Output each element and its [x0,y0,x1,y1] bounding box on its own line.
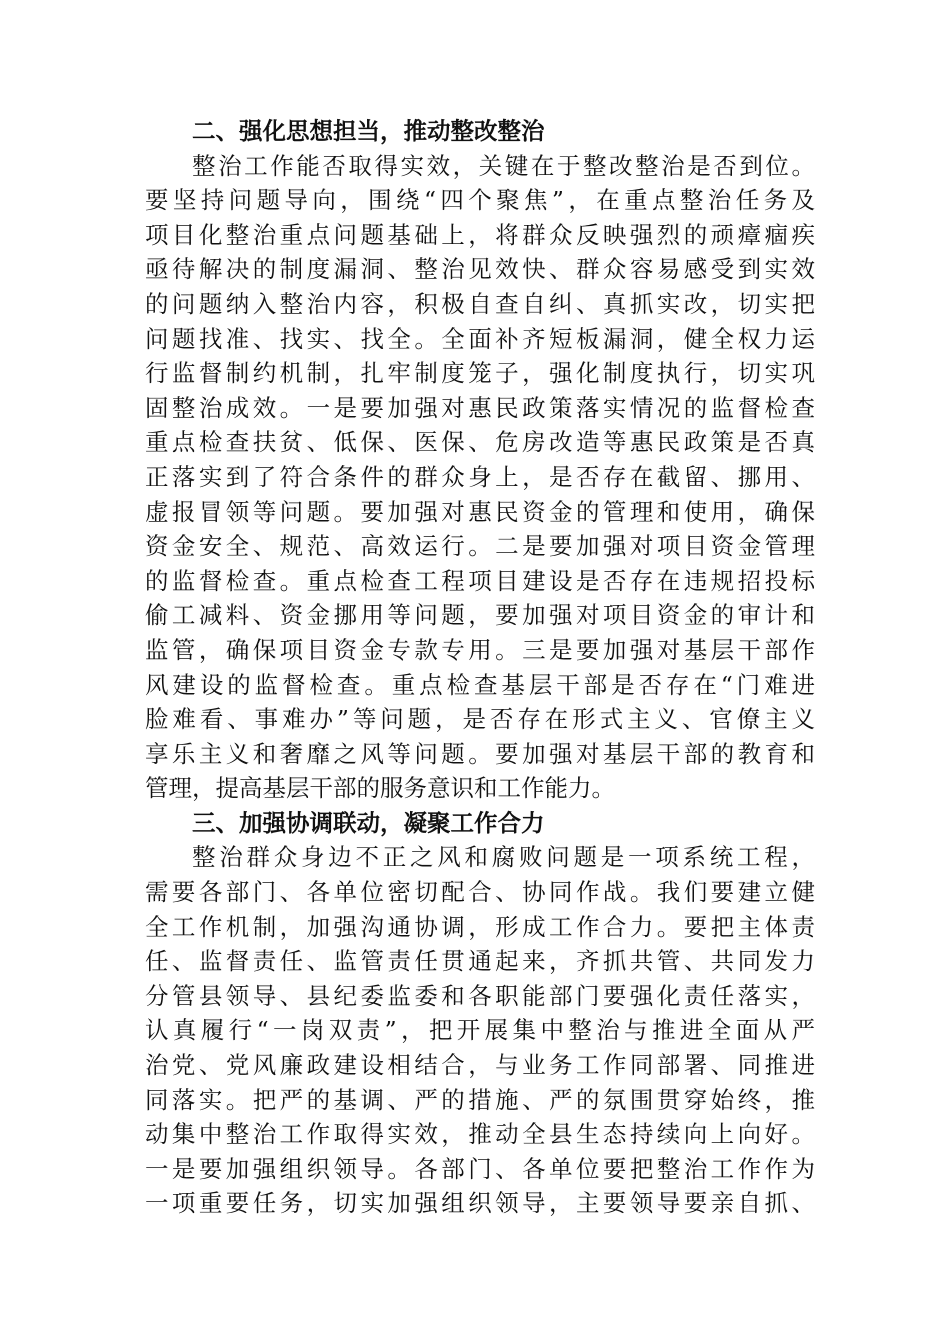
section-body-2 [145,149,815,806]
paragraph-line: 分管县领导、县纪委监委和各职能部门要强化责任落实， [145,981,815,1010]
paragraph-line: 要坚持问题导向，围绕“四个聚焦”，在重点整治任务及 [145,186,815,215]
paragraph-line: 重点检查扶贫、低保、医保、危房改造等惠民政策是否真 [145,428,815,457]
paragraph-line: 项目化整治重点问题基础上，将群众反映强烈的顽瘴痼疾 [145,220,815,249]
paragraph-line: 的问题纳入整治内容，积极自查自纠、真抓实改，切实把 [145,289,815,318]
paragraph-line: 资金安全、规范、高效运行。二是要加强对项目资金管理 [145,532,815,561]
document-page [145,114,815,1221]
paragraph-line: 行监督制约机制，扎牢制度笼子，强化制度执行，切实巩 [145,359,815,388]
section-body-3 [145,840,815,1221]
paragraph-line: 的监督检查。重点检查工程项目建设是否存在违规招投标 [145,566,815,595]
paragraph-line: 偷工减料、资金挪用等问题，要加强对项目资金的审计和 [145,601,815,630]
paragraph-line: 治党、党风廉政建设相结合，与业务工作同部署、同推进 [145,1051,815,1080]
paragraph-line: 管理，提高基层干部的服务意识和工作能力。 [145,774,615,803]
paragraph-line: 亟待解决的制度漏洞、整治见效快、群众容易感受到实效 [145,255,815,284]
paragraph-line: 认真履行“一岗双责”，把开展集中整治与推进全面从严 [145,1016,815,1045]
paragraph-line: 虚报冒领等问题。要加强对惠民资金的管理和使用，确保 [145,497,815,526]
paragraph-line: 同落实。把严的基调、严的措施、严的氛围贯穿始终，推 [145,1085,815,1114]
paragraph-line: 脸难看、事难办”等问题，是否存在形式主义、官僚主义 [145,705,815,734]
paragraph-line: 问题找准、找实、找全。全面补齐短板漏洞，健全权力运 [145,324,815,353]
paragraph-line: 整治工作能否取得实效，关键在于整改整治是否到位。 [192,151,815,180]
paragraph-line: 一项重要任务，切实加强组织领导，主要领导要亲自抓、 [145,1189,815,1218]
paragraph-line: 固整治成效。一是要加强对惠民政策落实情况的监督检查 [145,393,815,422]
paragraph-line: 一是要加强组织领导。各部门、各单位要把整治工作作为 [145,1154,815,1183]
paragraph-line: 动集中整治工作取得实效，推动全县生态持续向上向好。 [145,1120,815,1149]
paragraph-line: 全工作机制，加强沟通协调，形成工作合力。要把主体责 [145,912,815,941]
paragraph-line: 监管，确保项目资金专款专用。三是要加强对基层干部作 [145,635,815,664]
paragraph-line: 整治群众身边不正之风和腐败问题是一项系统工程， [192,843,815,872]
paragraph-line: 享乐主义和奢靡之风等问题。要加强对基层干部的教育和 [145,739,815,768]
section-heading-2: 二、强化思想担当，推动整改整治 [192,117,545,145]
paragraph-line: 正落实到了符合条件的群众身上，是否存在截留、挪用、 [145,462,815,491]
paragraph-line: 风建设的监督检查。重点检查基层干部是否存在“门难进 [145,670,815,699]
paragraph-line: 需要各部门、各单位密切配合、协同作战。我们要建立健 [145,878,815,907]
section-heading-3: 三、加强协调联动，凝聚工作合力 [192,808,545,837]
paragraph-line: 任、监督责任、监管责任贯通起来，齐抓共管、共同发力 [145,947,815,976]
